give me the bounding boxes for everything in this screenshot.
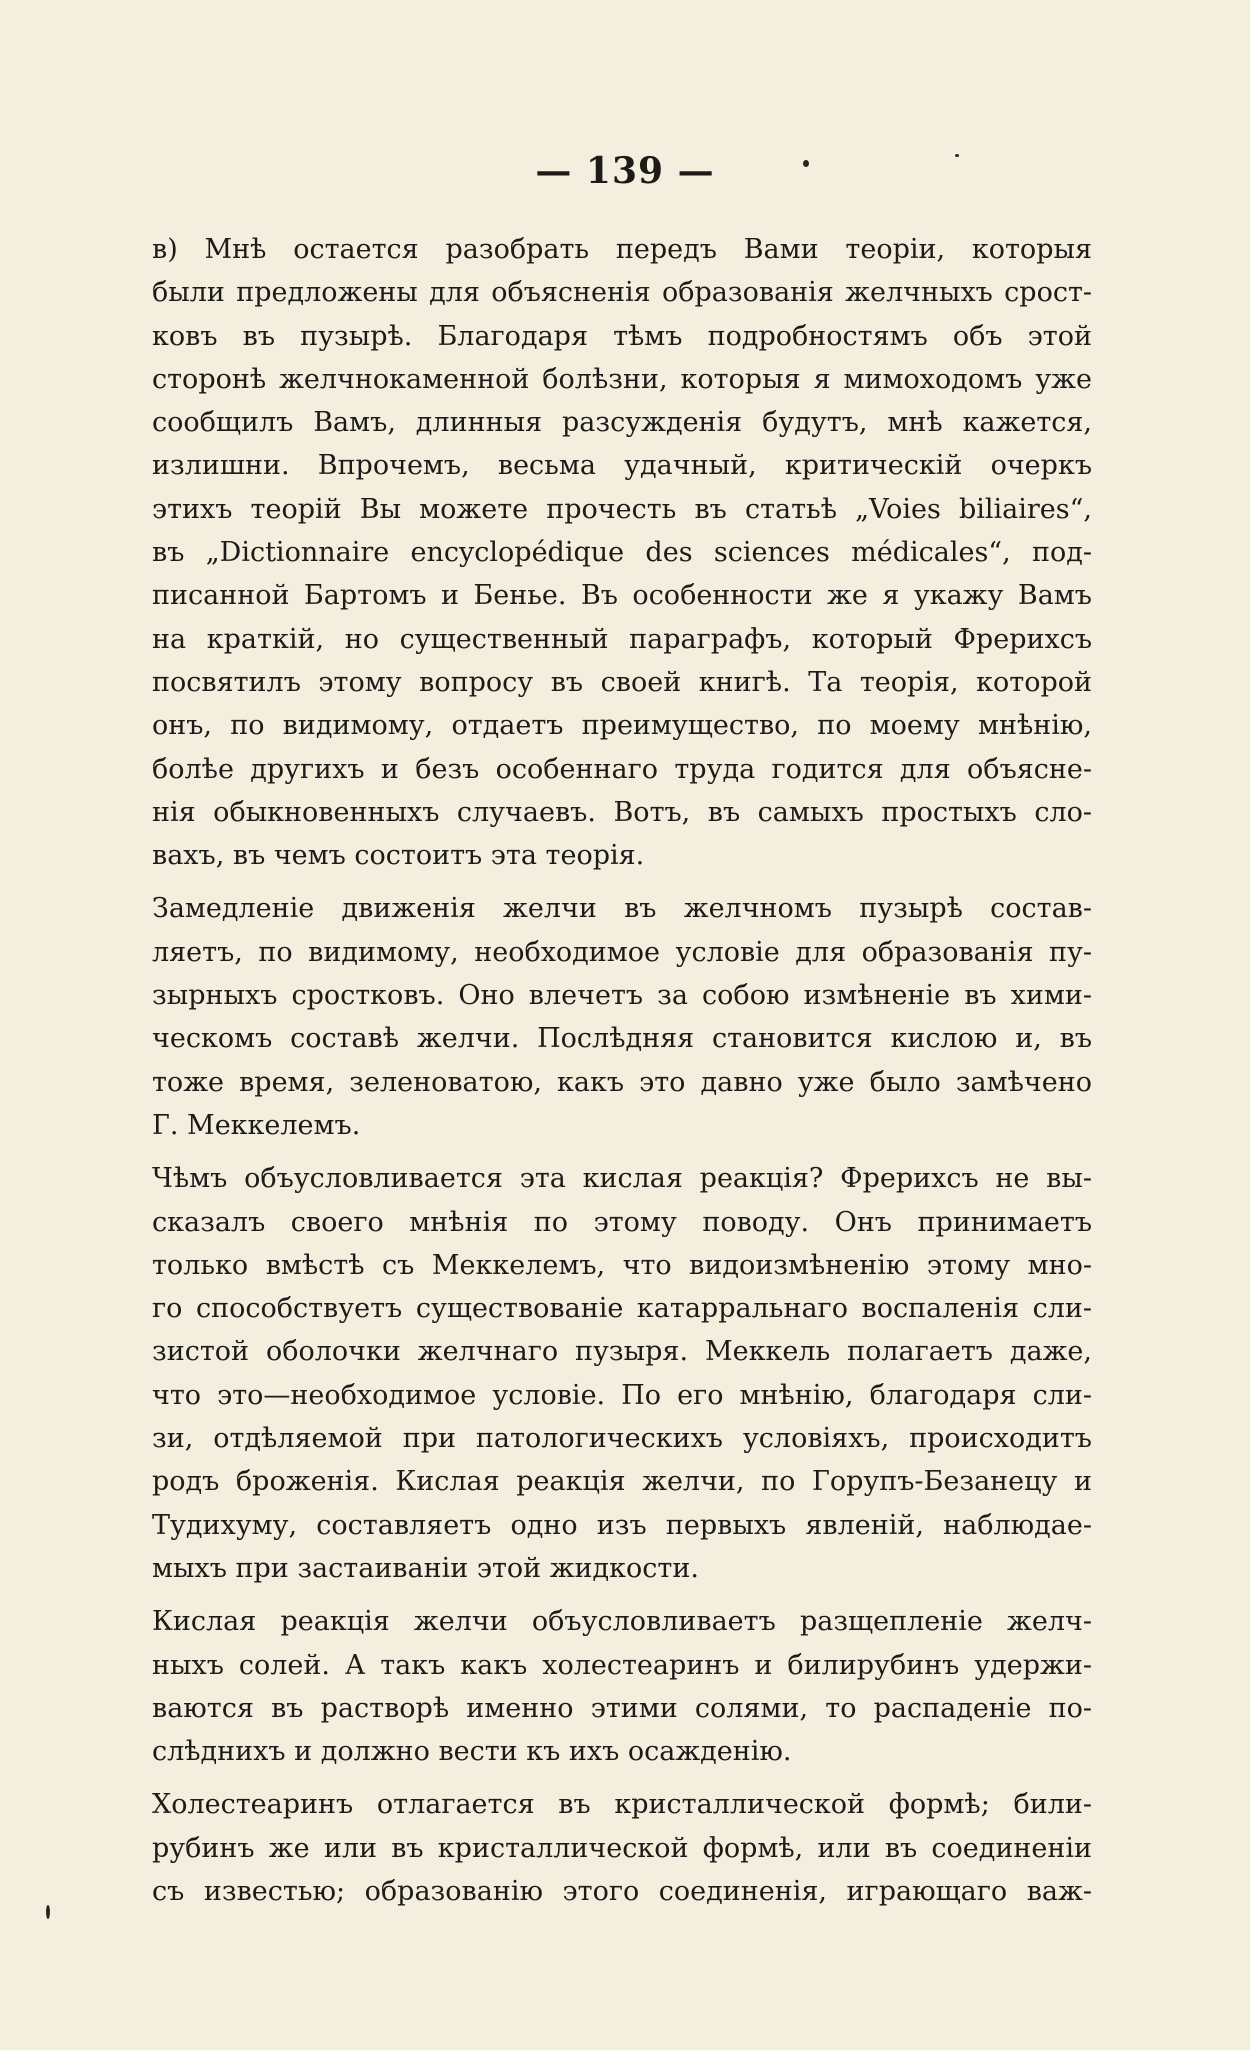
text-line: съ известью; образованію этого соединенія, играющаго важ- xyxy=(152,1875,1092,1907)
text-line: го способствуетъ существованіе катарральнаго воспаленія сли- xyxy=(152,1293,1092,1325)
text-line: родъ броженія. Кислая реакція желчи, по Горупъ-Безанецу и xyxy=(152,1466,1092,1498)
text-line: сторонѣ желчнокаменной болѣзни, которыя я мимоходомъ уже xyxy=(152,363,1092,395)
text-line: ляетъ, по видимому, необходимое условіе для образованія пу- xyxy=(152,936,1092,968)
text-line: рубинъ же или въ кристаллической формѣ, или въ соединеніи xyxy=(152,1832,1092,1864)
paragraph-gap xyxy=(152,877,1092,887)
ink-speck xyxy=(46,1905,50,1919)
text-line: Кислая реакція желчи объусловливаетъ разщепленіе желч- xyxy=(152,1606,1092,1638)
paragraph xyxy=(152,887,1092,1147)
text-line: Чѣмъ объусловливается эта кислая реакція? Фрерихсъ не вы- xyxy=(152,1163,1092,1195)
text-line: писанной Бартомъ и Бенье. Въ особенности же я укажу Вамъ xyxy=(152,580,1092,612)
text-line: только вмѣстѣ съ Меккелемъ, что видоизмѣненію этому мно- xyxy=(152,1249,1092,1281)
text-line: въ „Dictionnaire encyclopédique des sciences médicales“, под- xyxy=(152,537,1092,569)
text-line: слѣднихъ и должно вести къ ихъ осажденію. xyxy=(152,1736,792,1768)
paragraph xyxy=(152,228,1092,877)
text-line: Г. Меккелемъ. xyxy=(152,1109,361,1141)
paragraph xyxy=(152,1783,1092,1913)
text-line: вахъ, въ чемъ состоитъ эта теорія. xyxy=(152,840,645,872)
paragraph-gap xyxy=(152,1147,1092,1157)
text-line: зистой оболочки желчнаго пузыря. Меккель полагаетъ даже, xyxy=(152,1336,1092,1368)
text-line: Замедленіе движенія желчи въ желчномъ пузырѣ состав- xyxy=(152,893,1092,925)
paragraph xyxy=(152,1600,1092,1773)
text-line: ныхъ солей. А такъ какъ холестеаринъ и билирубинъ удержи- xyxy=(152,1649,1092,1681)
text-line: сообщилъ Вамъ, длинныя разсужденія будутъ, мнѣ кажется, xyxy=(152,407,1092,439)
text-line: этихъ теорій Вы можете прочесть въ статьѣ „Voies biliaires“, xyxy=(152,493,1092,525)
text-line: зи, отдѣляемой при патологическихъ условіяхъ, происходитъ xyxy=(152,1423,1092,1455)
text-line: в) Мнѣ остается разобрать передъ Вами теоріи, которыя xyxy=(152,234,1092,265)
text-line: посвятилъ этому вопросу въ своей книгѣ. Та теорія, которой xyxy=(152,666,1092,698)
page-number: — 139 — xyxy=(535,150,715,192)
ink-speck xyxy=(955,154,959,157)
body-text xyxy=(152,228,1092,1913)
paragraph-gap xyxy=(152,1590,1092,1600)
paragraph-gap xyxy=(152,1773,1092,1783)
text-line: мыхъ при застаиваніи этой жидкости. xyxy=(152,1552,699,1584)
text-line: сказалъ своего мнѣнія по этому поводу. Онъ принимаетъ xyxy=(152,1206,1092,1238)
text-line: ваются въ растворѣ именно этими солями, то распаденіе по- xyxy=(152,1692,1092,1724)
text-line: тоже время, зеленоватою, какъ это давно уже было замѣчено xyxy=(152,1066,1092,1098)
text-line: излишни. Впрочемъ, весьма удачный, критическій очеркъ xyxy=(152,450,1092,482)
paragraph xyxy=(152,1157,1092,1590)
ink-speck xyxy=(803,160,809,167)
text-line: Холестеаринъ отлагается въ кристаллической формѣ; били- xyxy=(152,1789,1092,1821)
text-line: что это—необходимое условіе. По его мнѣнію, благодаря сли- xyxy=(152,1379,1092,1411)
text-line: онъ, по видимому, отдаетъ преимущество, по моему мнѣнію, xyxy=(152,710,1092,742)
text-line: ковъ въ пузырѣ. Благодаря тѣмъ подробностямъ объ этой xyxy=(152,320,1092,352)
text-line: нія обыкновенныхъ случаевъ. Вотъ, въ самыхъ простыхъ сло- xyxy=(152,796,1092,828)
text-line: были предложены для объясненія образованія желчныхъ срост- xyxy=(152,277,1092,309)
text-line: болѣе другихъ и безъ особеннаго труда годится для объясне- xyxy=(152,753,1092,785)
text-line: Тудихуму, составляетъ одно изъ первыхъ явленій, наблюдае- xyxy=(152,1509,1092,1541)
text-line: зырныхъ сростковъ. Оно влечетъ за собою измѣненіе въ хими- xyxy=(152,980,1092,1012)
text-line: ческомъ составѣ желчи. Послѣдняя становится кислою и, въ xyxy=(152,1023,1092,1055)
text-line: на краткій, но существенный параграфъ, который Фрерихсъ xyxy=(152,623,1092,655)
